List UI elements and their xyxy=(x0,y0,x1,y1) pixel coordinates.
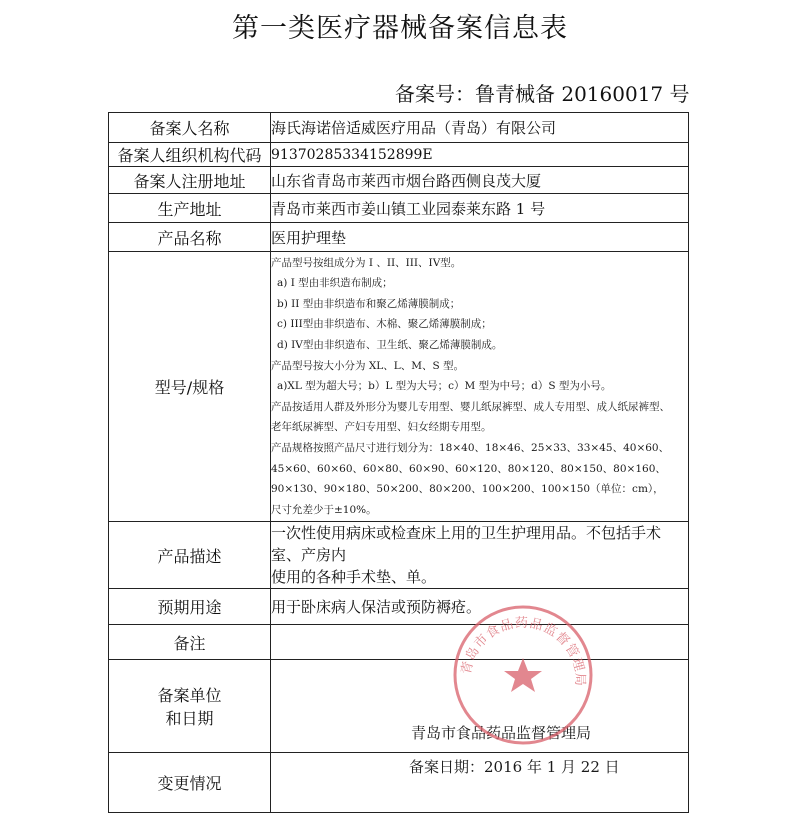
label-model-spec: 型号/规格 xyxy=(109,252,271,522)
row-reg-address xyxy=(109,167,689,194)
row-intended-use xyxy=(109,589,689,625)
value-filer-name: 海氏海诺倍适威医疗用品（青岛）有限公司 xyxy=(271,113,689,143)
label-unit-line2: 和日期 xyxy=(165,709,214,728)
spec-line: d) IV型由非织造布、卫生纸、聚乙烯薄膜制成。 xyxy=(277,339,503,352)
row-unit-date xyxy=(109,660,689,753)
page-title: 第一类医疗器械备案信息表 xyxy=(232,13,568,44)
value-reg-address: 山东省青岛市莱西市烟台路西侧良茂大厦 xyxy=(271,167,689,194)
value-prod-address: 青岛市莱西市姜山镇工业园泰莱东路 1 号 xyxy=(271,194,689,223)
record-number: 备案号：鲁青械备 20160017 号 xyxy=(395,82,690,106)
value-intended-use: 用于卧床病人保洁或预防褥疮。 xyxy=(271,589,689,625)
label-prod-address: 生产地址 xyxy=(109,194,271,223)
value-product-name: 医用护理垫 xyxy=(271,223,689,252)
row-description xyxy=(109,522,689,589)
spec-line: 产品型号按组成分为 I 、II、III、IV型。 xyxy=(271,256,462,269)
spec-line: b) II 型由非织造布和聚乙烯薄膜制成； xyxy=(277,297,461,310)
row-model-spec xyxy=(109,252,689,522)
row-product-name xyxy=(109,223,689,252)
spec-line: 产品按适用人群及外形分为婴儿专用型、婴儿纸尿裤型、成人专用型、成人纸尿裤型、 xyxy=(271,400,670,413)
label-reg-address: 备案人注册地址 xyxy=(109,167,271,194)
row-filer-name xyxy=(109,113,689,143)
spec-line: c) III型由非织造布、木棉、聚乙烯薄膜制成； xyxy=(277,318,492,331)
spec-line: 产品规格按照产品尺寸进行划分为：18×40、18×46、25×33、33×45、40×60、 xyxy=(271,441,670,454)
spec-line: a)XL 型为超大号；b）L 型为大号；c）M 型为中号；d）S 型为小号。 xyxy=(277,380,612,393)
record-info-table xyxy=(108,112,689,813)
row-org-code xyxy=(109,143,689,167)
description-line: 一次性使用病床或检查床上用的卫生护理用品。不包括手术室、产房内 xyxy=(271,524,662,564)
label-remarks: 备注 xyxy=(109,625,271,660)
label-description: 产品描述 xyxy=(109,522,271,589)
seal-text-path: 青岛市食品药品监督管理局 xyxy=(459,615,588,687)
label-intended-use: 预期用途 xyxy=(109,589,271,625)
value-description xyxy=(271,522,689,589)
row-prod-address xyxy=(109,194,689,223)
label-filer-name: 备案人名称 xyxy=(109,113,271,143)
filing-unit: 青岛市食品药品监督管理局 xyxy=(411,724,592,742)
spec-line: 90×130、90×180、50×200、80×200、100×200、100×150（单位：cm）， xyxy=(271,483,664,496)
label-changes: 变更情况 xyxy=(109,753,271,813)
label-org-code: 备案人组织机构代码 xyxy=(109,143,271,167)
label-product-name: 产品名称 xyxy=(109,223,271,252)
spec-line: 45×60、60×60、60×80、60×90、60×120、80×120、80×150、80×160、 xyxy=(271,462,666,475)
label-unit-line1: 备案单位 xyxy=(157,686,222,705)
spec-line: 老年纸尿裤型、产妇专用型、妇女经期专用型。 xyxy=(271,421,492,434)
spec-line: 尺寸允差少于±10%。 xyxy=(271,503,377,516)
row-remarks xyxy=(109,625,689,660)
filing-date: 备案日期：2016 年 1 月 22 日 xyxy=(409,758,620,776)
label-unit-date xyxy=(109,660,271,753)
value-remarks xyxy=(271,625,689,660)
spec-line: a) I 型由非织造布制成； xyxy=(277,277,393,290)
spec-line: 产品型号按大小分为 XL、L、M、S 型。 xyxy=(271,359,465,372)
value-model-spec xyxy=(271,252,689,522)
value-unit-date xyxy=(271,660,689,776)
description-line: 使用的各种手术垫、单。 xyxy=(271,568,437,586)
value-org-code: 91370285334152899E xyxy=(271,143,689,167)
